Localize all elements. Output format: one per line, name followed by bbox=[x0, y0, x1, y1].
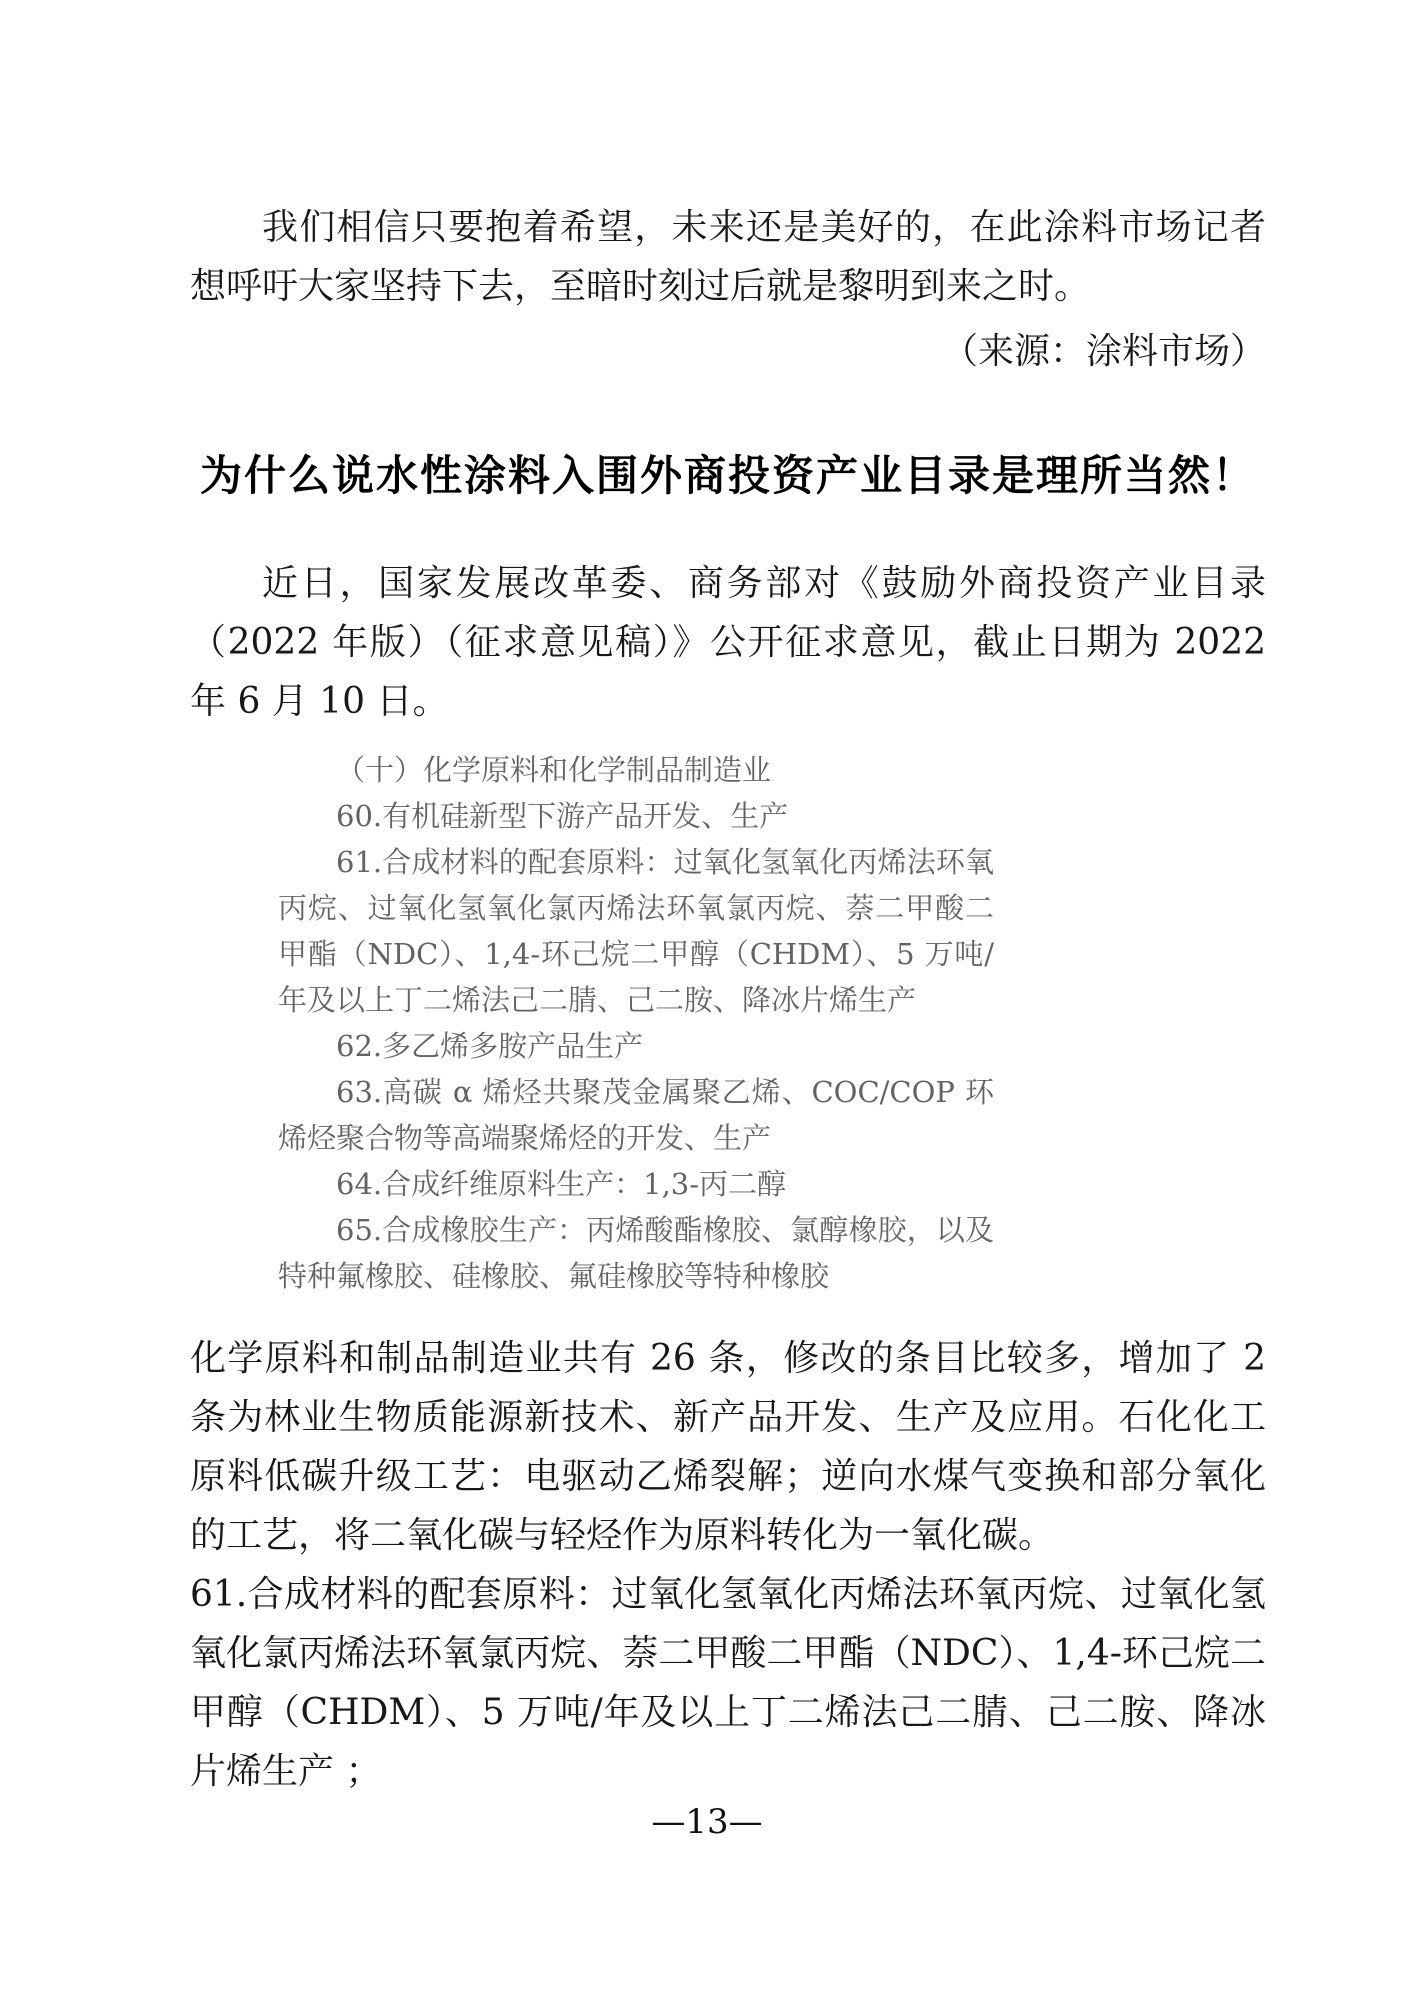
source-attribution: （来源：涂料市场） bbox=[941, 331, 1266, 372]
intro-paragraph: 我们相信只要抱着希望，未来还是美好的，在此涂料市场记者想呼吁大家坚持下去，至暗时刻过后就是黎明到来之时。 bbox=[190, 207, 1266, 307]
article-title: 为什么说水性涂料入围外商投资产业目录是理所当然！ bbox=[199, 451, 1256, 500]
catalog-item-61: 61.合成材料的配套原料：过氧化氢氧化丙烯法环氧丙烷、过氧化氢氧化氯丙烯法环氧氯丙烷、萘二甲酸二甲酯（NDC）、1,4-环己烷二甲醇（CHDM）、5 万吨/年及以上丁二烯法己二腈、己二胺、降冰片烯生产 bbox=[278, 845, 994, 1017]
commentary-paragraph: 化学原料和制品制造业共有 26 条，修改的条目比较多，增加了 2 条为林业生物质能源新技术、新产品开发、生产及应用。石化化工原料低碳升级工艺：电驱动乙烯裂解；逆向水煤气变换和部分氧化的工艺，将二氧化碳与轻烃作为原料转化为一氧化碳。 bbox=[190, 1338, 1266, 1556]
item-61-paragraph: 61.合成材料的配套原料：过氧化氢氧化丙烯法环氧丙烷、过氧化氢氧化氯丙烯法环氧氯丙烷、萘二甲酸二甲酯（NDC）、1,4-环己烷二甲醇（CHDM）、5 万吨/年及以上丁二烯法己二腈、己二胺、降冰片烯生产 ； bbox=[190, 1574, 1266, 1792]
article-lead-paragraph: 近日，国家发展改革委、商务部对《鼓励外商投资产业目录（2022 年版）（征求意见稿）》公开征求意见，截止日期为 2022 年 6 月 10 日。 bbox=[190, 563, 1266, 722]
catalog-item-60: 60.有机硅新型下游产品开发、生产 bbox=[336, 799, 789, 833]
page-number: —13— bbox=[651, 1802, 763, 1842]
catalog-item-63: 63.高碳 α 烯烃共聚茂金属聚乙烯、COC/COP 环烯烃聚合物等高端聚烯烃的开发、生产 bbox=[278, 1075, 994, 1155]
catalog-item-section: （十）化学原料和化学制品制造业 bbox=[336, 753, 772, 787]
catalog-item-65: 65.合成橡胶生产：丙烯酸酯橡胶、氯醇橡胶，以及特种氟橡胶、硅橡胶、氟硅橡胶等特种橡胶 bbox=[278, 1213, 994, 1293]
catalog-item-62: 62.多乙烯多胺产品生产 bbox=[336, 1029, 644, 1063]
catalog-excerpt-block bbox=[278, 747, 994, 1299]
catalog-item-64: 64.合成纤维原料生产：1,3-丙二醇 bbox=[336, 1167, 787, 1201]
page-content bbox=[190, 0, 1266, 1801]
